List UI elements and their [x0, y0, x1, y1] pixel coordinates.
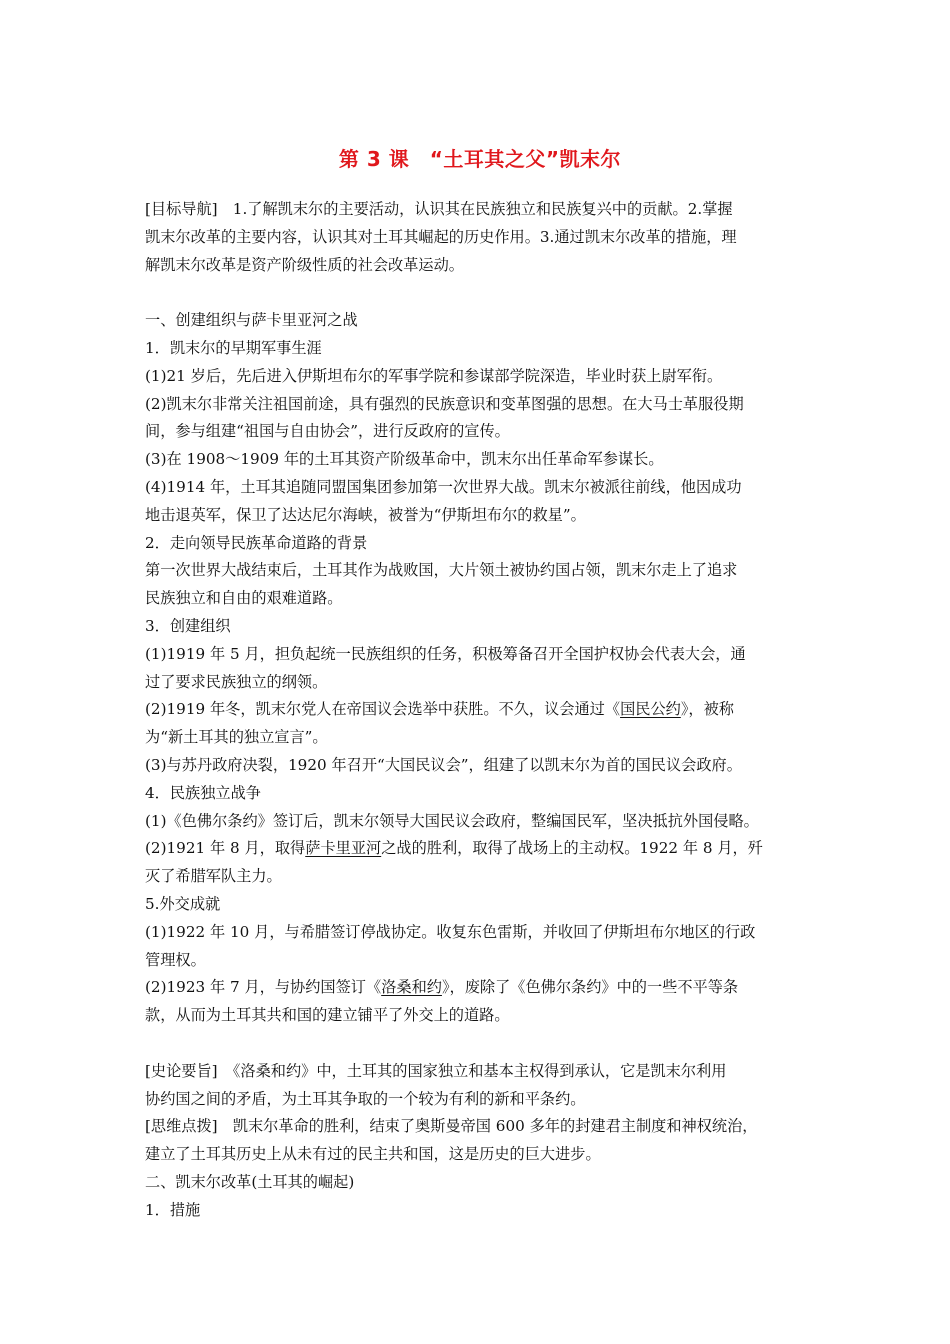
paragraph-line: (2)1923 年 7 月，与协约国签订《洛桑和约》，废除了《色佛尔条约》中的一些不平等条	[145, 978, 739, 997]
paragraph-line: (2)1921 年 8 月，取得萨卡里亚河之战的胜利，取得了战场上的主动权。1922 年 8 月，歼	[145, 839, 763, 858]
paragraph-line: (1)21 岁后，先后进入伊斯坦布尔的军事学院和参谋部学院深造，毕业时获上尉军衔。	[145, 366, 723, 385]
history-note-line-2: 协约国之间的矛盾，为土耳其争取的一个较为有利的新和平条约。	[145, 1089, 586, 1108]
history-note-label: [史论要旨]	[145, 1061, 218, 1080]
paragraph-line: 地击退英军，保卫了达达尼尔海峡，被誉为“伊斯坦布尔的救星”。	[145, 505, 586, 524]
underlined-term: 萨卡里亚河	[305, 839, 382, 858]
subsection-heading: 3．创建组织	[145, 616, 231, 635]
lesson-title: 第 3 课 “土耳其之父”凯末尔	[338, 147, 622, 171]
paragraph-line: 民族独立和自由的艰难道路。	[145, 589, 343, 608]
subsection-heading: 1．凯末尔的早期军事生涯	[145, 338, 322, 357]
goals-label: [目标导航]	[145, 200, 218, 218]
underlined-term: 洛桑和约	[381, 978, 442, 997]
goals-line-3: 解凯末尔改革是资产阶级性质的社会改革运动。	[145, 255, 464, 274]
paragraph-line: 间，参与组建“祖国与自由协会”，进行反政府的宣传。	[145, 422, 510, 441]
subsection-heading: 5.外交成就	[145, 894, 221, 913]
thinking-note-line-1: [思维点拨] 凯末尔革命的胜利，结束了奥斯曼帝国 600 多年的封建君主制度和神权统治，	[145, 1117, 758, 1136]
thinking-note-line-2: 建立了土耳其历史上从未有过的民主共和国，这是历史的巨大进步。	[145, 1145, 601, 1164]
thinking-note-label: [思维点拨]	[145, 1117, 218, 1136]
goals-line-2: 凯末尔改革的主要内容，认识其对土耳其崛起的历史作用。3.通过凯末尔改革的措施，理	[145, 227, 737, 246]
paragraph-line: 灭了希腊军队主力。	[145, 867, 282, 886]
paragraph-line: (3)在 1908～1909 年的土耳其资产阶级革命中，凯末尔出任革命军参谋长。	[145, 450, 664, 469]
section-heading-1: 一、创建组织与萨卡里亚河之战	[145, 311, 358, 330]
paragraph-line: (4)1914 年，土耳其追随同盟国集团参加第一次世界大战。凯末尔被派往前线，他因成功	[145, 477, 742, 496]
paragraph-line: (1)《色佛尔条约》签订后，凯末尔领导大国民议会政府，整编国民军，坚决抵抗外国侵略。	[145, 811, 759, 830]
spacer	[145, 1030, 815, 1058]
document-page	[145, 144, 815, 1224]
history-note-line-1: [史论要旨] 《洛桑和约》中，土耳其的国家独立和基本主权得到承认，它是凯末尔利用	[145, 1061, 727, 1080]
section-heading-2: 二、凯末尔改革(土耳其的崛起)	[145, 1172, 355, 1191]
paragraph-line: 款，从而为土耳其共和国的建立铺平了外交上的道路。	[145, 1006, 510, 1025]
spacer	[145, 279, 815, 307]
subsection-heading: 1．措施	[145, 1200, 201, 1219]
underlined-term: 国民公约	[620, 700, 681, 719]
paragraph-line: 管理权。	[145, 950, 206, 969]
paragraph-line: 为“新土耳其的独立宣言”。	[145, 728, 328, 747]
paragraph-line: (1)1919 年 5 月，担负起统一民族组织的任务，积极筹备召开全国护权协会代表大会，通	[145, 644, 746, 663]
subsection-heading: 2．走向领导民族革命道路的背景	[145, 533, 368, 552]
paragraph-line: 第一次世界大战结束后，土耳其作为战败国，大片领土被协约国占领，凯末尔走上了追求	[145, 561, 738, 580]
goals-line-1: [目标导航] 1.了解凯末尔的主要活动，认识其在民族独立和民族复兴中的贡献。2.掌握	[145, 200, 733, 218]
paragraph-line: (2)凯末尔非常关注祖国前途，具有强烈的民族意识和变革图强的思想。在大马士革服役期	[145, 394, 744, 413]
paragraph-line: (2)1919 年冬，凯末尔党人在帝国议会选举中获胜。不久，议会通过《国民公约》，被称	[145, 700, 734, 719]
paragraph-line: 过了要求民族独立的纲领。	[145, 672, 328, 691]
subsection-heading: 4．民族独立战争	[145, 783, 261, 802]
paragraph-line: (3)与苏丹政府决裂，1920 年召开“大国民议会”，组建了以凯末尔为首的国民议会政府。	[145, 755, 742, 774]
paragraph-line: (1)1922 年 10 月，与希腊签订停战协定。收复东色雷斯，并收回了伊斯坦布尔地区的行政	[145, 922, 756, 941]
